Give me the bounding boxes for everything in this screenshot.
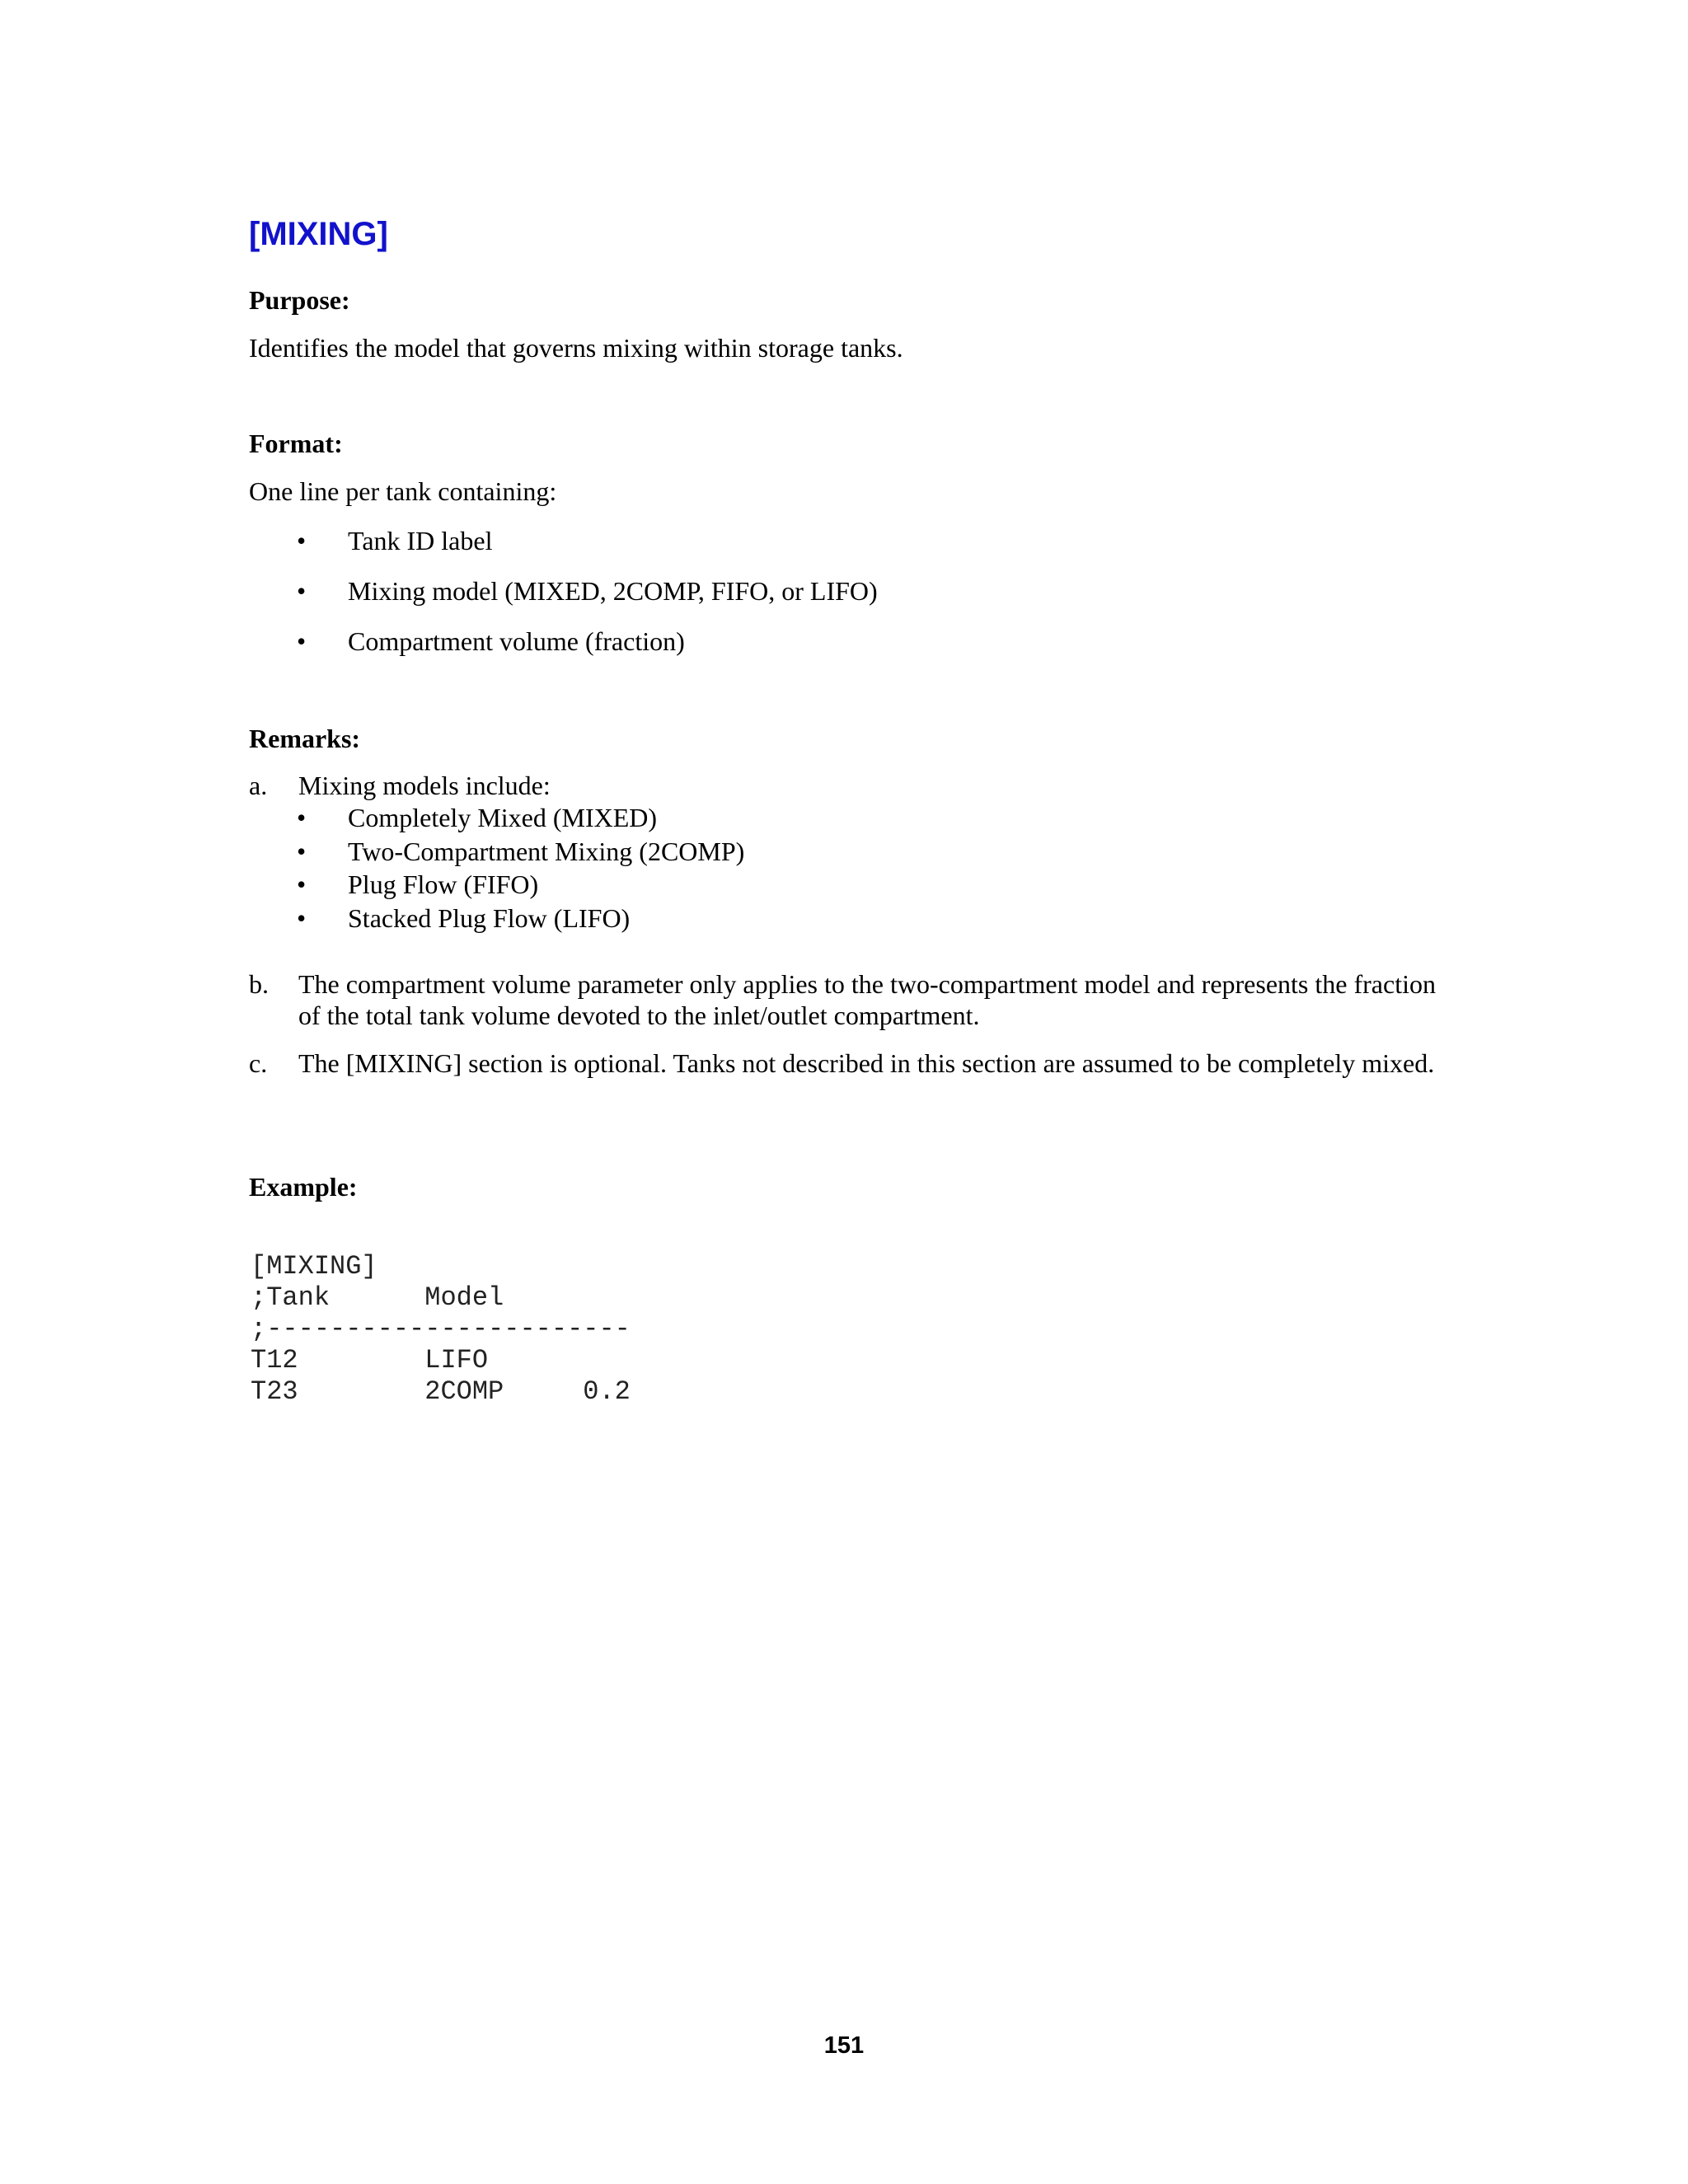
format-item-text: Mixing model (MIXED, 2COMP, FIFO, or LIFO) — [348, 576, 878, 606]
remark-text: Mixing models include: — [298, 771, 551, 800]
remark-a — [249, 770, 1444, 935]
list-item — [298, 801, 1444, 835]
remark-b — [249, 968, 1444, 1031]
list-item — [249, 623, 878, 673]
format-heading: Format: — [249, 429, 343, 458]
remark-text: The compartment volume parameter only applies to the two-compartment model and represents the fraction of the total tank volume devoted to the inlet/outlet compartment. — [298, 969, 1436, 1030]
purpose-heading: Purpose: — [249, 285, 350, 315]
format-intro: One line per tank containing: — [249, 476, 557, 506]
list-item — [298, 868, 1444, 902]
example-heading: Example: — [249, 1172, 358, 1202]
list-item — [249, 573, 878, 623]
bullet-icon: • — [297, 836, 307, 866]
bullet-icon: • — [297, 803, 307, 832]
bullet-icon: • — [297, 869, 307, 899]
code-line: ;Tank Model — [251, 1282, 504, 1313]
bullet-icon: • — [297, 526, 307, 555]
remark-letter: a. — [249, 771, 268, 800]
bullet-icon: • — [297, 576, 307, 606]
model-item-text: Two-Compartment Mixing (2COMP) — [348, 836, 745, 866]
section-title: [MIXING] — [249, 216, 388, 252]
code-line: ;----------------------- — [251, 1314, 631, 1344]
list-item — [249, 523, 878, 573]
remarks-heading: Remarks: — [249, 724, 361, 753]
model-item-text: Stacked Plug Flow (LIFO) — [348, 902, 631, 933]
list-item — [298, 835, 1444, 869]
code-line: [MIXING] — [251, 1251, 377, 1282]
format-item-text: Tank ID label — [348, 526, 493, 555]
remark-letter: b. — [249, 969, 269, 999]
list-item — [298, 902, 1444, 935]
model-item-text: Plug Flow (FIFO) — [348, 869, 539, 899]
model-item-text: Completely Mixed (MIXED) — [348, 803, 658, 832]
remark-text: The [MIXING] section is optional. Tanks not described in this section are assumed to be completely mixed. — [298, 1048, 1435, 1078]
mixing-models-list — [298, 801, 1444, 935]
example-code-block — [251, 1251, 631, 1408]
bullet-icon: • — [297, 626, 307, 656]
code-line: T23 2COMP 0.2 — [251, 1376, 631, 1407]
remark-letter: c. — [249, 1048, 268, 1078]
format-list — [249, 523, 878, 673]
remark-c — [249, 1047, 1444, 1079]
purpose-text: Identifies the model that governs mixing within storage tanks. — [249, 333, 903, 363]
format-item-text: Compartment volume (fraction) — [348, 626, 685, 656]
page-number: 151 — [823, 2032, 865, 2059]
code-line: T12 LIFO — [251, 1345, 489, 1376]
bullet-icon: • — [297, 902, 307, 933]
